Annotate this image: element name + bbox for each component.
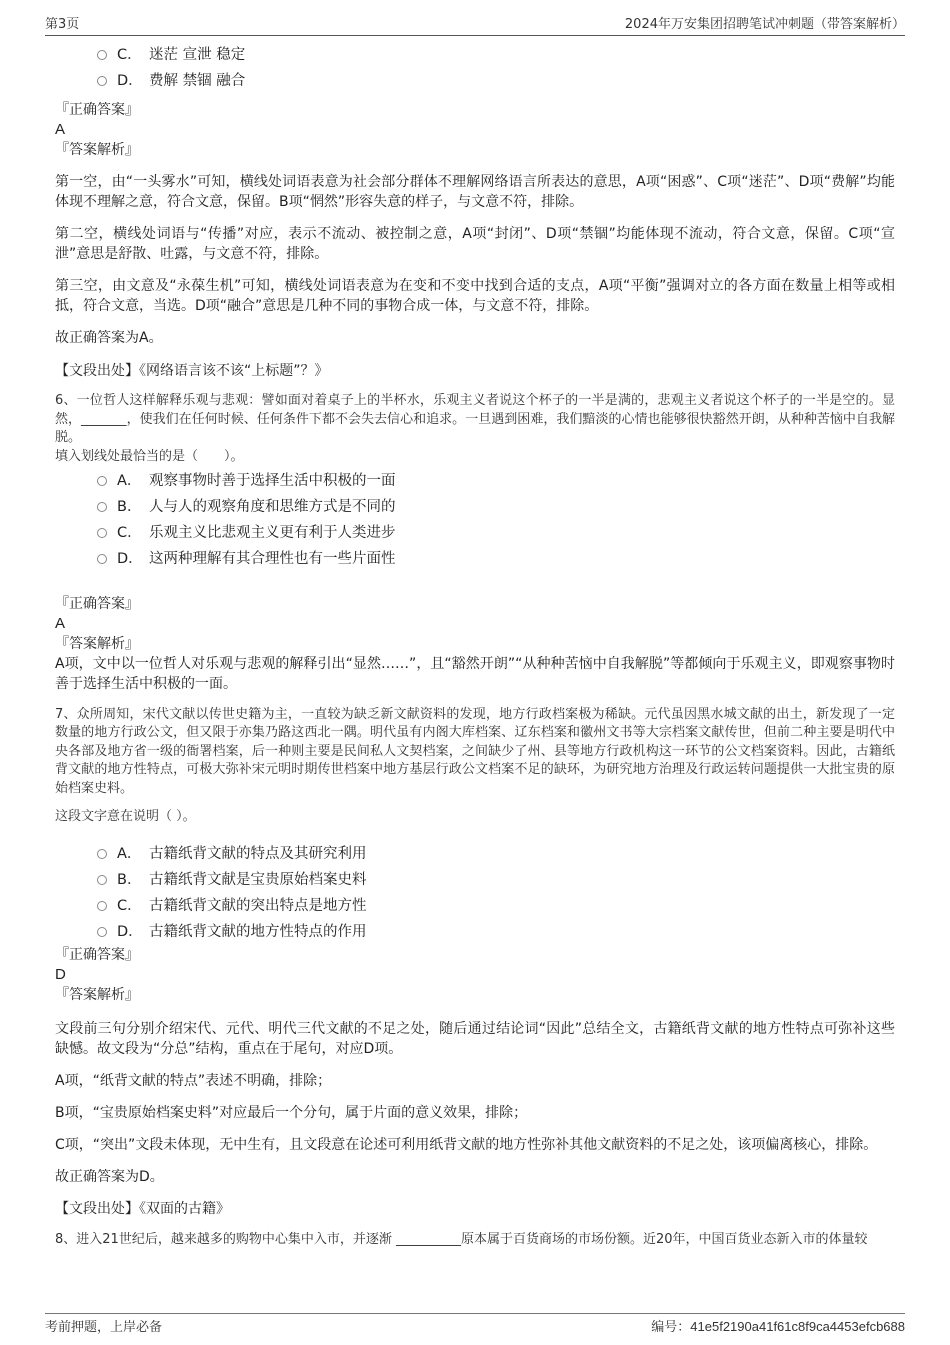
q8-stem: 8、进入21世纪后，越来越多的购物中心集中入市，并逐渐 __________原本属于百货商场的市场份额。近20年，中国百货业态新入市的体量较 <box>55 1232 868 1247</box>
radio-button-icon[interactable] <box>97 927 107 937</box>
q6-option-c[interactable]: C． 乐观主义比悲观主义更有利于人类进步 <box>97 520 895 546</box>
q6-stem: 6、一位哲人这样解释乐观与悲观：譬如面对着桌子上的半杯水，乐观主义者说这个杯子的一半是满的，悲观主义者说这个杯子的一半是空的。显然，_______，使我们在任何时候、任何条件下都不会失去信心和追求。一旦遇到困难，我们黯淡的心情也能够很快豁然开朗，从种种苦恼中自我解脱。 <box>55 393 895 445</box>
document-code-value: 41e5f2190a41f61c8f9ca4453efcb688 <box>690 1319 905 1334</box>
q7-option-d[interactable]: D． 古籍纸背文献的地方性特点的作用 <box>97 919 895 945</box>
option-text: 古籍纸背文献的特点及其研究利用 <box>149 846 367 862</box>
option-text: 人与人的观察角度和思维方式是不同的 <box>149 498 396 515</box>
option-text: 观察事物时善于选择生活中积极的一面 <box>149 472 396 489</box>
page-content <box>55 42 895 1250</box>
q7-analysis-para-3: B项，“宝贵原始档案史料”对应最后一个分句，属于片面的意义效果，排除； <box>55 1105 528 1121</box>
q5-option-d[interactable]: D． 费解 禁锢 融合 <box>97 68 895 94</box>
q5-analysis-para-3: 第三空，由文意及“永葆生机”可知，横线处词语表意为在变和不变中找到合适的支点，A项“平衡”强调对立的各方面在数量上相等或相抵，符合文意，当选。D项“融合”意思是几种不同的事物合成一体，与文意不符，排除。 <box>55 278 895 314</box>
q7-analysis-para-1: 文段前三句分别介绍宋代、元代、明代三代文献的不足之处，随后通过结论词“因此”总结全文，古籍纸背文献的地方性特点可弥补这些缺憾。故文段为“分总”结构，重点在于尾句，对应D项。 <box>55 1021 895 1057</box>
q5-answer: A <box>55 121 66 138</box>
q6-analysis: A项，文中以一位哲人对乐观与悲观的解释引出“显然……”，且“豁然开朗”“从种种苦恼中自我解脱”等都倾向于乐观主义，即观察事物时善于选择生活中积极的一面。 <box>55 655 895 692</box>
option-text: 古籍纸背文献的突出特点是地方性 <box>149 898 367 914</box>
radio-button-icon[interactable] <box>97 476 107 486</box>
q6-option-d[interactable]: D． 这两种理解有其合理性也有一些片面性 <box>97 546 895 572</box>
option-text: 迷茫 宣泄 稳定 <box>149 47 246 63</box>
q6-options <box>97 468 895 572</box>
q7-stem: 7、众所周知，宋代文献以传世史籍为主，一直较为缺乏新文献资料的发现，地方行政档案极为稀缺。元代虽因黑水城文献的出土，新发现了一定数量的地方行政公文，但又限于亦集乃路这西北一隅。明代虽有内阁大库档案、辽东档案和徽州文书等大宗档案文献传世，但前二种主要是明代中央各部及地方省一级的衙署档案，后一种则主要是民间私人文契档案，之间缺少了州、县等地方行政机构这一环节的公文档案资料。因此，古籍纸背文献的地方性特点，可极大弥补宋元明时期传世档案中地方基层行政公文档案不足的缺环，为研究地方治理及行政运转问题提供一大批宝贵的原始档案史料。 <box>55 706 895 796</box>
q5-options <box>97 42 895 94</box>
radio-button-icon[interactable] <box>97 901 107 911</box>
q7-option-b[interactable]: B． 古籍纸背文献是宝贵原始档案史料 <box>97 867 895 893</box>
q5-option-c[interactable]: C． 迷茫 宣泄 稳定 <box>97 42 895 68</box>
option-text: 乐观主义比悲观主义更有利于人类进步 <box>149 524 396 541</box>
option-text: 古籍纸背文献的地方性特点的作用 <box>149 924 367 940</box>
q6-option-b[interactable]: B． 人与人的观察角度和思维方式是不同的 <box>97 494 895 520</box>
radio-button-icon[interactable] <box>97 875 107 885</box>
q7-analysis-para-2: A项，“纸背文献的特点”表述不明确，排除； <box>55 1073 332 1089</box>
q7-analysis-label: 『答案解析』 <box>55 987 139 1003</box>
q5-analysis-para-2: 第二空，横线处词语与“传播”对应，表示不流动、被控制之意，A项“封闭”、D项“禁锢”均能体现不流动，符合文意，保留。C项“宣泄”意思是舒散、吐露，与文意不符，排除。 <box>55 226 895 262</box>
page-footer <box>45 1313 905 1335</box>
q7-option-c[interactable]: C． 古籍纸背文献的突出特点是地方性 <box>97 893 895 919</box>
radio-button-icon[interactable] <box>97 50 107 60</box>
document-code-label: 编号： <box>651 1319 691 1334</box>
q5-conclusion: 故正确答案为A。 <box>55 330 163 346</box>
q6-option-a[interactable]: A． 观察事物时善于选择生活中积极的一面 <box>97 468 895 494</box>
q6-analysis-label: 『答案解析』 <box>55 635 139 652</box>
q7-answer-label: 『正确答案』 <box>55 947 139 963</box>
q5-source: 【文段出处】《网络语言该不该“上标题”？》 <box>55 363 329 379</box>
option-text: 费解 禁锢 融合 <box>149 73 246 89</box>
q6-answer: A <box>55 614 66 632</box>
q5-analysis-para-1: 第一空，由“一头雾水”可知，横线处词语表意为社会部分群体不理解网络语言所表达的意思，A项“困惑”、C项“迷茫”、D项“费解”均能体现不理解之意，符合文意，保留。B项“惘然”形容失意的样子，与文意不符，排除。 <box>55 174 895 210</box>
q7-prompt: 这段文字意在说明（ ）。 <box>55 809 196 824</box>
footer-slogan: 考前押题，上岸必备 <box>45 1320 163 1335</box>
radio-button-icon[interactable] <box>97 502 107 512</box>
q7-options <box>97 841 895 945</box>
document-title: 2024年万安集团招聘笔试冲刺题（带答案解析） <box>624 17 905 32</box>
q7-option-a[interactable]: A． 古籍纸背文献的特点及其研究利用 <box>97 841 895 867</box>
q7-conclusion: 故正确答案为D。 <box>55 1169 164 1185</box>
q6-prompt: 填入划线处最恰当的是（ ）。 <box>55 448 244 464</box>
page-number: 第3页 <box>45 17 80 32</box>
page-header <box>45 13 905 36</box>
q5-analysis-label: 『答案解析』 <box>55 142 139 158</box>
radio-button-icon[interactable] <box>97 76 107 86</box>
q7-source: 【文段出处】《双面的古籍》 <box>55 1201 230 1217</box>
q7-answer: D <box>55 966 66 983</box>
radio-button-icon[interactable] <box>97 528 107 538</box>
q7-analysis-para-4: C项，“突出”文段未体现，无中生有，且文段意在论述可利用纸背文献的地方性弥补其他文献资料的不足之处，该项偏离核心，排除。 <box>55 1137 878 1153</box>
radio-button-icon[interactable] <box>97 554 107 564</box>
q6-answer-label: 『正确答案』 <box>55 595 139 612</box>
option-text: 古籍纸背文献是宝贵原始档案史料 <box>149 872 367 888</box>
q5-answer-label: 『正确答案』 <box>55 102 139 118</box>
radio-button-icon[interactable] <box>97 849 107 859</box>
option-text: 这两种理解有其合理性也有一些片面性 <box>149 550 396 567</box>
document-code <box>651 1316 905 1335</box>
